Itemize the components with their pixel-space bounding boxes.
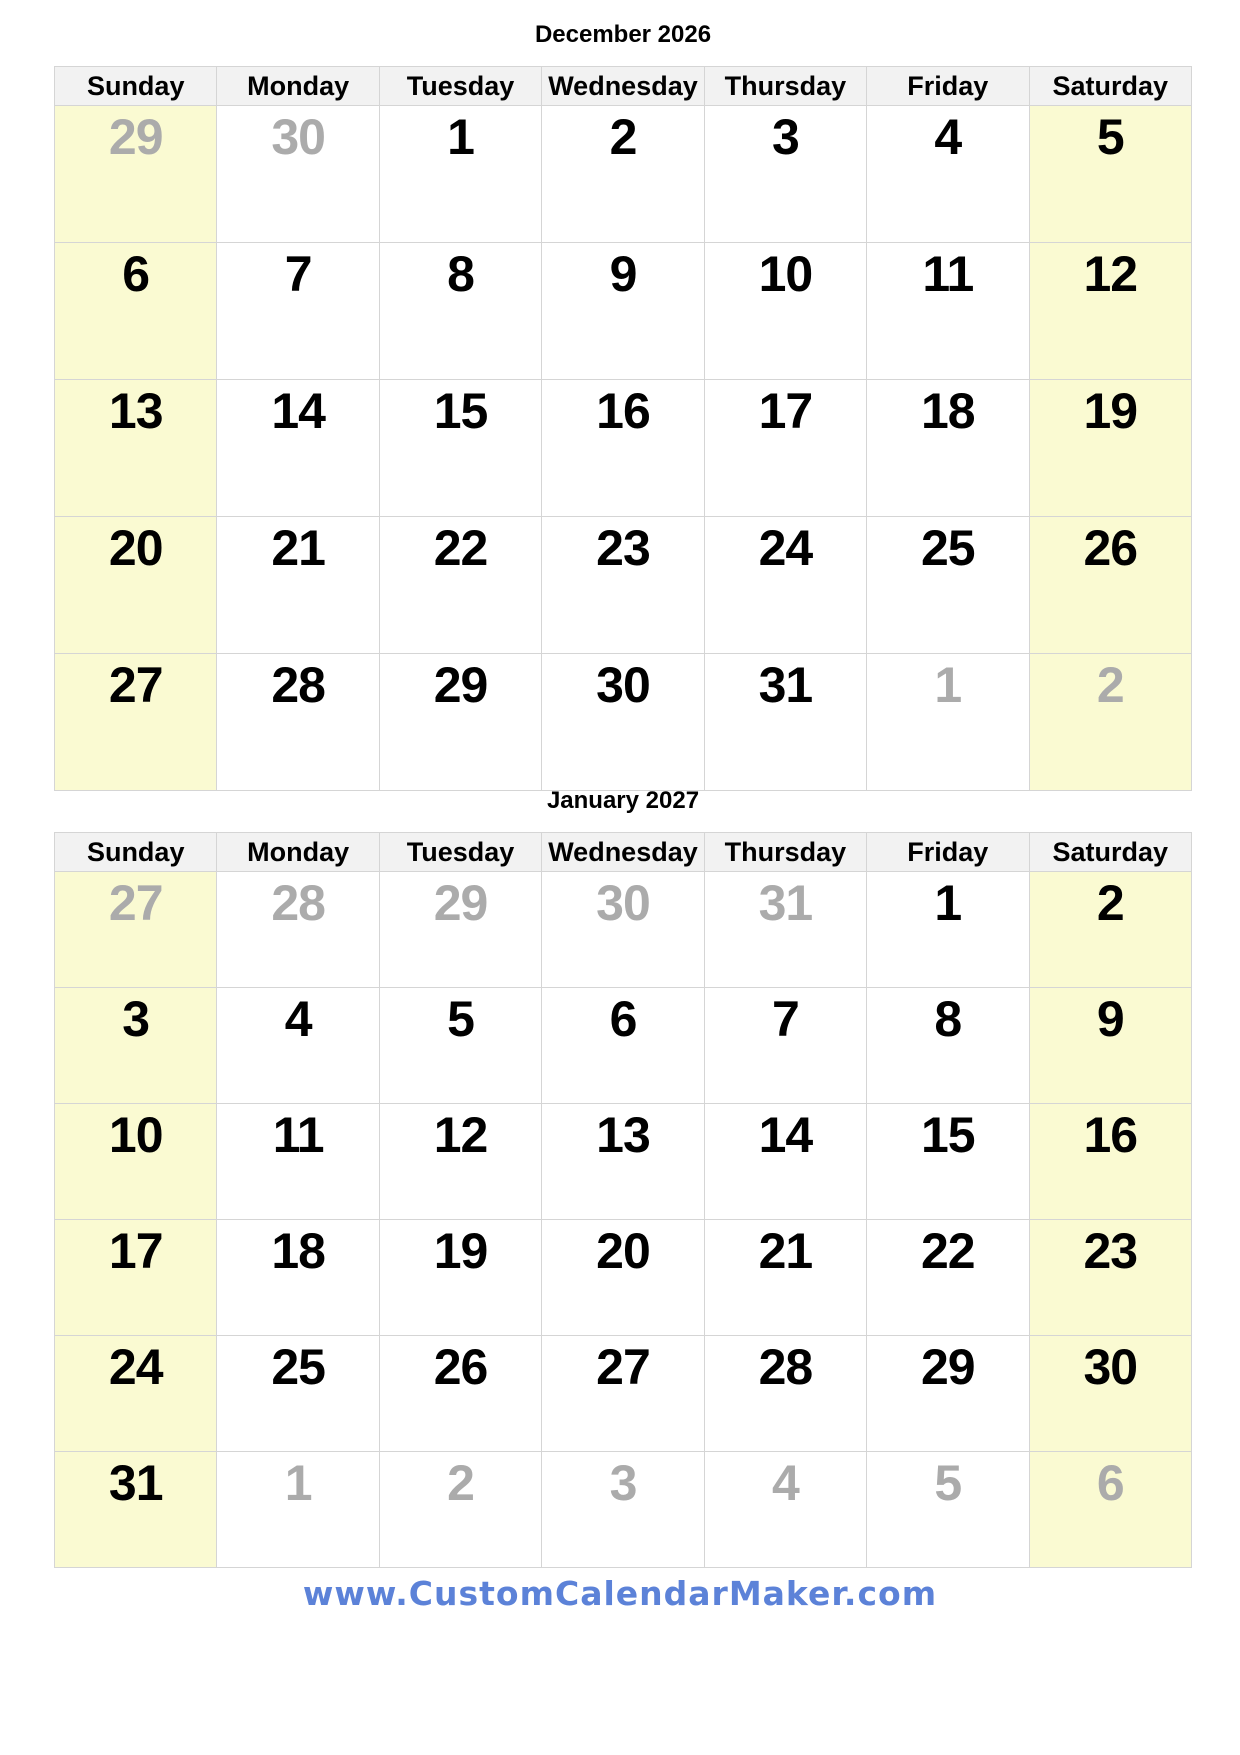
day-cell-adjacent-month: 1 — [867, 654, 1029, 791]
day-cell: 6 — [55, 243, 217, 380]
day-cell: 14 — [217, 380, 379, 517]
footer — [0, 1572, 1240, 1623]
day-cell: 20 — [55, 517, 217, 654]
day-cell: 13 — [55, 380, 217, 517]
day-cell: 18 — [867, 380, 1029, 517]
weekday-header-monday: Monday — [217, 67, 379, 106]
day-cell: 23 — [1029, 1220, 1191, 1336]
day-cell: 24 — [55, 1336, 217, 1452]
day-cell: 29 — [379, 654, 541, 791]
day-cell: 27 — [55, 654, 217, 791]
weekday-header-tuesday: Tuesday — [379, 67, 541, 106]
day-cell-adjacent-month: 31 — [704, 872, 866, 988]
week-row — [55, 380, 1192, 517]
weekday-header-friday: Friday — [867, 67, 1029, 106]
day-cell: 23 — [542, 517, 704, 654]
weekday-header-sunday: Sunday — [55, 67, 217, 106]
day-cell: 26 — [379, 1336, 541, 1452]
day-cell-adjacent-month: 28 — [217, 872, 379, 988]
day-cell: 25 — [217, 1336, 379, 1452]
day-cell: 10 — [55, 1104, 217, 1220]
day-cell-adjacent-month: 29 — [55, 106, 217, 243]
day-cell: 3 — [704, 106, 866, 243]
day-cell-adjacent-month: 1 — [217, 1452, 379, 1568]
day-cell: 10 — [704, 243, 866, 380]
day-cell: 22 — [379, 517, 541, 654]
calendar-grid-january-2027 — [54, 832, 1192, 1568]
day-cell: 16 — [542, 380, 704, 517]
day-cell: 20 — [542, 1220, 704, 1336]
day-cell: 19 — [1029, 380, 1191, 517]
day-cell: 22 — [867, 1220, 1029, 1336]
month-title-january-2027: January 2027 — [546, 787, 700, 814]
day-cell-adjacent-month: 29 — [379, 872, 541, 988]
week-row — [55, 106, 1192, 243]
day-cell: 13 — [542, 1104, 704, 1220]
day-cell: 2 — [542, 106, 704, 243]
day-cell: 27 — [542, 1336, 704, 1452]
day-cell-adjacent-month: 30 — [542, 872, 704, 988]
day-cell-adjacent-month: 30 — [217, 106, 379, 243]
week-row — [55, 872, 1192, 988]
day-cell: 29 — [867, 1336, 1029, 1452]
day-cell: 25 — [867, 517, 1029, 654]
day-cell: 7 — [704, 988, 866, 1104]
day-cell: 15 — [867, 1104, 1029, 1220]
weekday-header-monday: Monday — [217, 833, 379, 872]
week-row — [55, 1104, 1192, 1220]
day-cell-adjacent-month: 2 — [379, 1452, 541, 1568]
day-cell-adjacent-month: 4 — [704, 1452, 866, 1568]
weekday-header-saturday: Saturday — [1029, 833, 1191, 872]
week-row — [55, 243, 1192, 380]
footer-website-link[interactable]: www.CustomCalendarMaker.com — [302, 1574, 938, 1613]
day-cell-adjacent-month: 6 — [1029, 1452, 1191, 1568]
weekday-header-wednesday: Wednesday — [542, 833, 704, 872]
day-cell: 6 — [542, 988, 704, 1104]
week-row — [55, 988, 1192, 1104]
day-cell: 28 — [217, 654, 379, 791]
day-cell-adjacent-month: 5 — [867, 1452, 1029, 1568]
day-cell: 18 — [217, 1220, 379, 1336]
day-cell: 21 — [217, 517, 379, 654]
day-cell-adjacent-month: 27 — [55, 872, 217, 988]
day-cell: 31 — [55, 1452, 217, 1568]
day-cell: 9 — [542, 243, 704, 380]
weekday-header-thursday: Thursday — [704, 833, 866, 872]
day-cell: 17 — [55, 1220, 217, 1336]
day-cell: 19 — [379, 1220, 541, 1336]
day-cell: 2 — [1029, 872, 1191, 988]
month-title-december-2026: December 2026 — [534, 21, 712, 48]
day-cell: 31 — [704, 654, 866, 791]
day-cell-adjacent-month: 2 — [1029, 654, 1191, 791]
weekday-header-friday: Friday — [867, 833, 1029, 872]
weekday-header-row — [55, 67, 1192, 106]
day-cell: 5 — [1029, 106, 1191, 243]
weekday-header-row — [55, 833, 1192, 872]
week-row — [55, 517, 1192, 654]
week-row — [55, 654, 1192, 791]
day-cell: 3 — [55, 988, 217, 1104]
week-row — [55, 1220, 1192, 1336]
weekday-header-saturday: Saturday — [1029, 67, 1191, 106]
day-cell-adjacent-month: 3 — [542, 1452, 704, 1568]
calendar-grid-december-2026 — [54, 66, 1192, 791]
day-cell: 1 — [379, 106, 541, 243]
day-cell: 21 — [704, 1220, 866, 1336]
day-cell: 12 — [379, 1104, 541, 1220]
day-cell: 1 — [867, 872, 1029, 988]
day-cell: 30 — [542, 654, 704, 791]
day-cell: 9 — [1029, 988, 1191, 1104]
day-cell: 4 — [867, 106, 1029, 243]
day-cell: 30 — [1029, 1336, 1191, 1452]
day-cell: 5 — [379, 988, 541, 1104]
day-cell: 12 — [1029, 243, 1191, 380]
day-cell: 15 — [379, 380, 541, 517]
weekday-header-tuesday: Tuesday — [379, 833, 541, 872]
day-cell: 24 — [704, 517, 866, 654]
day-cell: 7 — [217, 243, 379, 380]
day-cell: 26 — [1029, 517, 1191, 654]
day-cell: 16 — [1029, 1104, 1191, 1220]
day-cell: 8 — [379, 243, 541, 380]
day-cell: 28 — [704, 1336, 866, 1452]
day-cell: 14 — [704, 1104, 866, 1220]
day-cell: 11 — [867, 243, 1029, 380]
weekday-header-thursday: Thursday — [704, 67, 866, 106]
weekday-header-sunday: Sunday — [55, 833, 217, 872]
week-row — [55, 1452, 1192, 1568]
day-cell: 4 — [217, 988, 379, 1104]
week-row — [55, 1336, 1192, 1452]
day-cell: 17 — [704, 380, 866, 517]
day-cell: 8 — [867, 988, 1029, 1104]
day-cell: 11 — [217, 1104, 379, 1220]
weekday-header-wednesday: Wednesday — [542, 67, 704, 106]
